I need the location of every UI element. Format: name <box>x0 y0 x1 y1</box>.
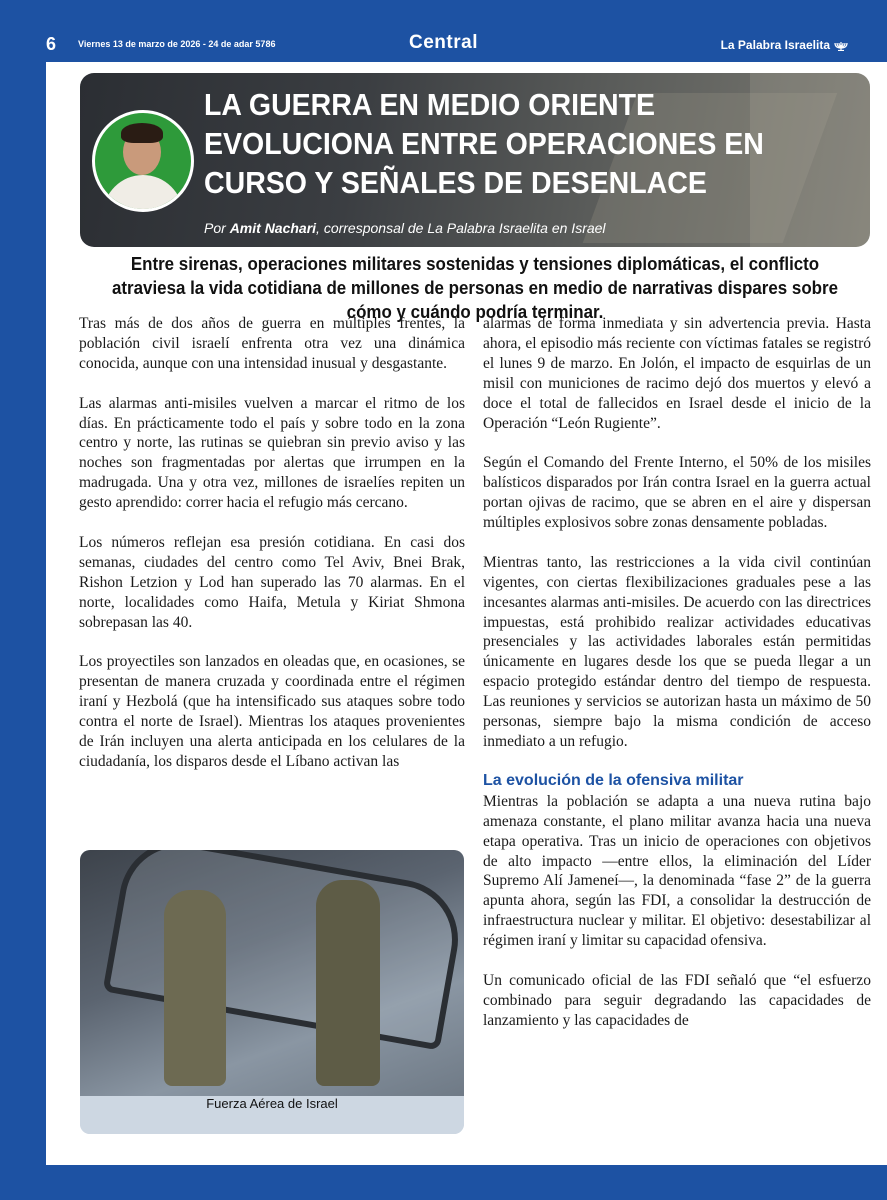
paragraph: Los proyectiles son lanzados en oleadas que, en ocasiones, se presentan de manera cruzada y coordinada entre el régimen iraní y Hezbolá (que ha intensificado sus ataques sobre todo contra el norte de Israel). Mientras los ataques provenientes de Irán incluyen una alerta anticipada en los celulares de la ciudadanía, los disparos desde el Líbano activan las <box>79 653 465 770</box>
paragraph: Tras más de dos años de guerra en múltiples frentes, la población civil israelí enfrenta otra vez una dinámica conocida, aunque con una intensidad inusual y desgastante. <box>79 315 465 372</box>
byline <box>204 220 606 236</box>
pilot-figure <box>316 880 380 1086</box>
paragraph: Las alarmas anti-misiles vuelven a marcar el ritmo de los días. En prácticamente todo el país y sobre todo en la zona centro y norte, las rutinas se quiebran sin previo aviso y las noches son fragmentadas por alertas que irrumpen en la madrugada. Una y otra vez, millones de israelíes repiten un gesto aprendido: correr hacia el refugio más cercano. <box>79 394 465 512</box>
paragraph: Mientras la población se adapta a una nueva rutina bajo amenaza constante, el plano militar avanza hacia una nueva etapa operativa. Tras un inicio de operaciones con objetivos de alto impacto —entre ellos, la eliminación del Líder Supremo Alí Jameneí—, la denominada “fase 2” de la guerra apunta ahora, según las FDI, a consolidar la destrucción de infraestructura nuclear y militar. El objetivo: desestabilizar al régimen iraní y limitar su capacidad ofensiva. <box>483 792 871 950</box>
photo-image <box>80 850 464 1096</box>
section-subtitle: La evolución de la ofensiva militar <box>483 771 744 789</box>
publication-name <box>721 38 849 52</box>
jet-canopy-shape <box>103 850 464 1050</box>
pilot-figure <box>164 890 226 1086</box>
paragraph: Mientras tanto, las restricciones a la vida civil continúan vigentes, con ciertas flexibilizaciones graduales pese a las incesantes alarmas anti-misiles. De acuerdo con las directrices impuestas, está prohibido realizar actividades educativas presenciales y las actividades laborales están permitidas únicamente en lugares desde los que se pueda llegar a un espacio protegido estándar dentro del tiempo de respuesta. Las reuniones y servicios se autorizan hasta un máximo de 50 personas, siempre bajo la misma condición de acceso inmediato a un refugio. <box>483 553 871 750</box>
byline-prefix: Por <box>204 220 226 236</box>
author-photo-hair <box>121 123 163 143</box>
text-column-left <box>79 314 465 792</box>
byline-author: Amit Nachari <box>229 220 317 236</box>
text-column-right <box>483 314 871 1051</box>
author-photo <box>92 110 194 212</box>
paragraph: Un comunicado oficial de las FDI señaló que “el esfuerzo combinado para seguir degradando las capacidades de lanzamiento y las capacidades de <box>483 971 871 1029</box>
article-photo <box>80 850 464 1134</box>
paragraph: alarmas de forma inmediata y sin advertencia previa. Hasta ahora, el episodio más reciente con víctimas fatales se registró el lunes 9 de marzo. En Jolón, el impacto de esquirlas de un misil con municiones de racimo dejó dos muertos y elevó a doce el total de fallecidos en Israel desde el inicio de la Operación “León Rugiente”. <box>483 315 871 432</box>
author-photo-shirt <box>103 175 183 212</box>
article-headline: LA GUERRA EN MEDIO ORIENTE EVOLUCIONA ENTRE OPERACIONES EN CURSO Y SEÑALES DE DESENLACE <box>204 87 764 200</box>
page-number: 6 <box>46 34 57 54</box>
byline-suffix: , corresponsal de La Palabra Israelita en Israel <box>316 220 606 236</box>
photo-caption: Fuerza Aérea de Israel <box>80 1096 464 1134</box>
section-name: Central <box>409 32 478 53</box>
publication-label: La Palabra Israelita <box>720 38 830 52</box>
paragraph: Los números reflejan esa presión cotidiana. En casi dos semanas, ciudades del centro como Tel Aviv, Bnei Brak, Rishon Letzion y Lod han superado las 70 alarmas. En el norte, localidades como Haifa, Metula y Kiriat Shmona sobrepasan las 40. <box>79 533 465 631</box>
article-subheadline: Entre sirenas, operaciones militares sostenidas y tensiones diplomáticas, el conflicto atraviesa la vida cotidiana de millones de personas en medio de narrativas dispares sobre cómo y cuándo podría terminar. <box>112 254 838 322</box>
menorah-icon <box>833 41 849 51</box>
issue-date: Viernes 13 de marzo de 2026 - 24 de adar 5786 <box>78 39 276 49</box>
paragraph: Según el Comando del Frente Interno, el 50% de los misiles balísticos disparados por Irán contra Israel en la guerra actual portan ojivas de racimo, que se abren en el aire y dispersan múltiples explosivos sobre zonas densamente pobladas. <box>483 454 871 532</box>
page-header <box>0 0 887 60</box>
